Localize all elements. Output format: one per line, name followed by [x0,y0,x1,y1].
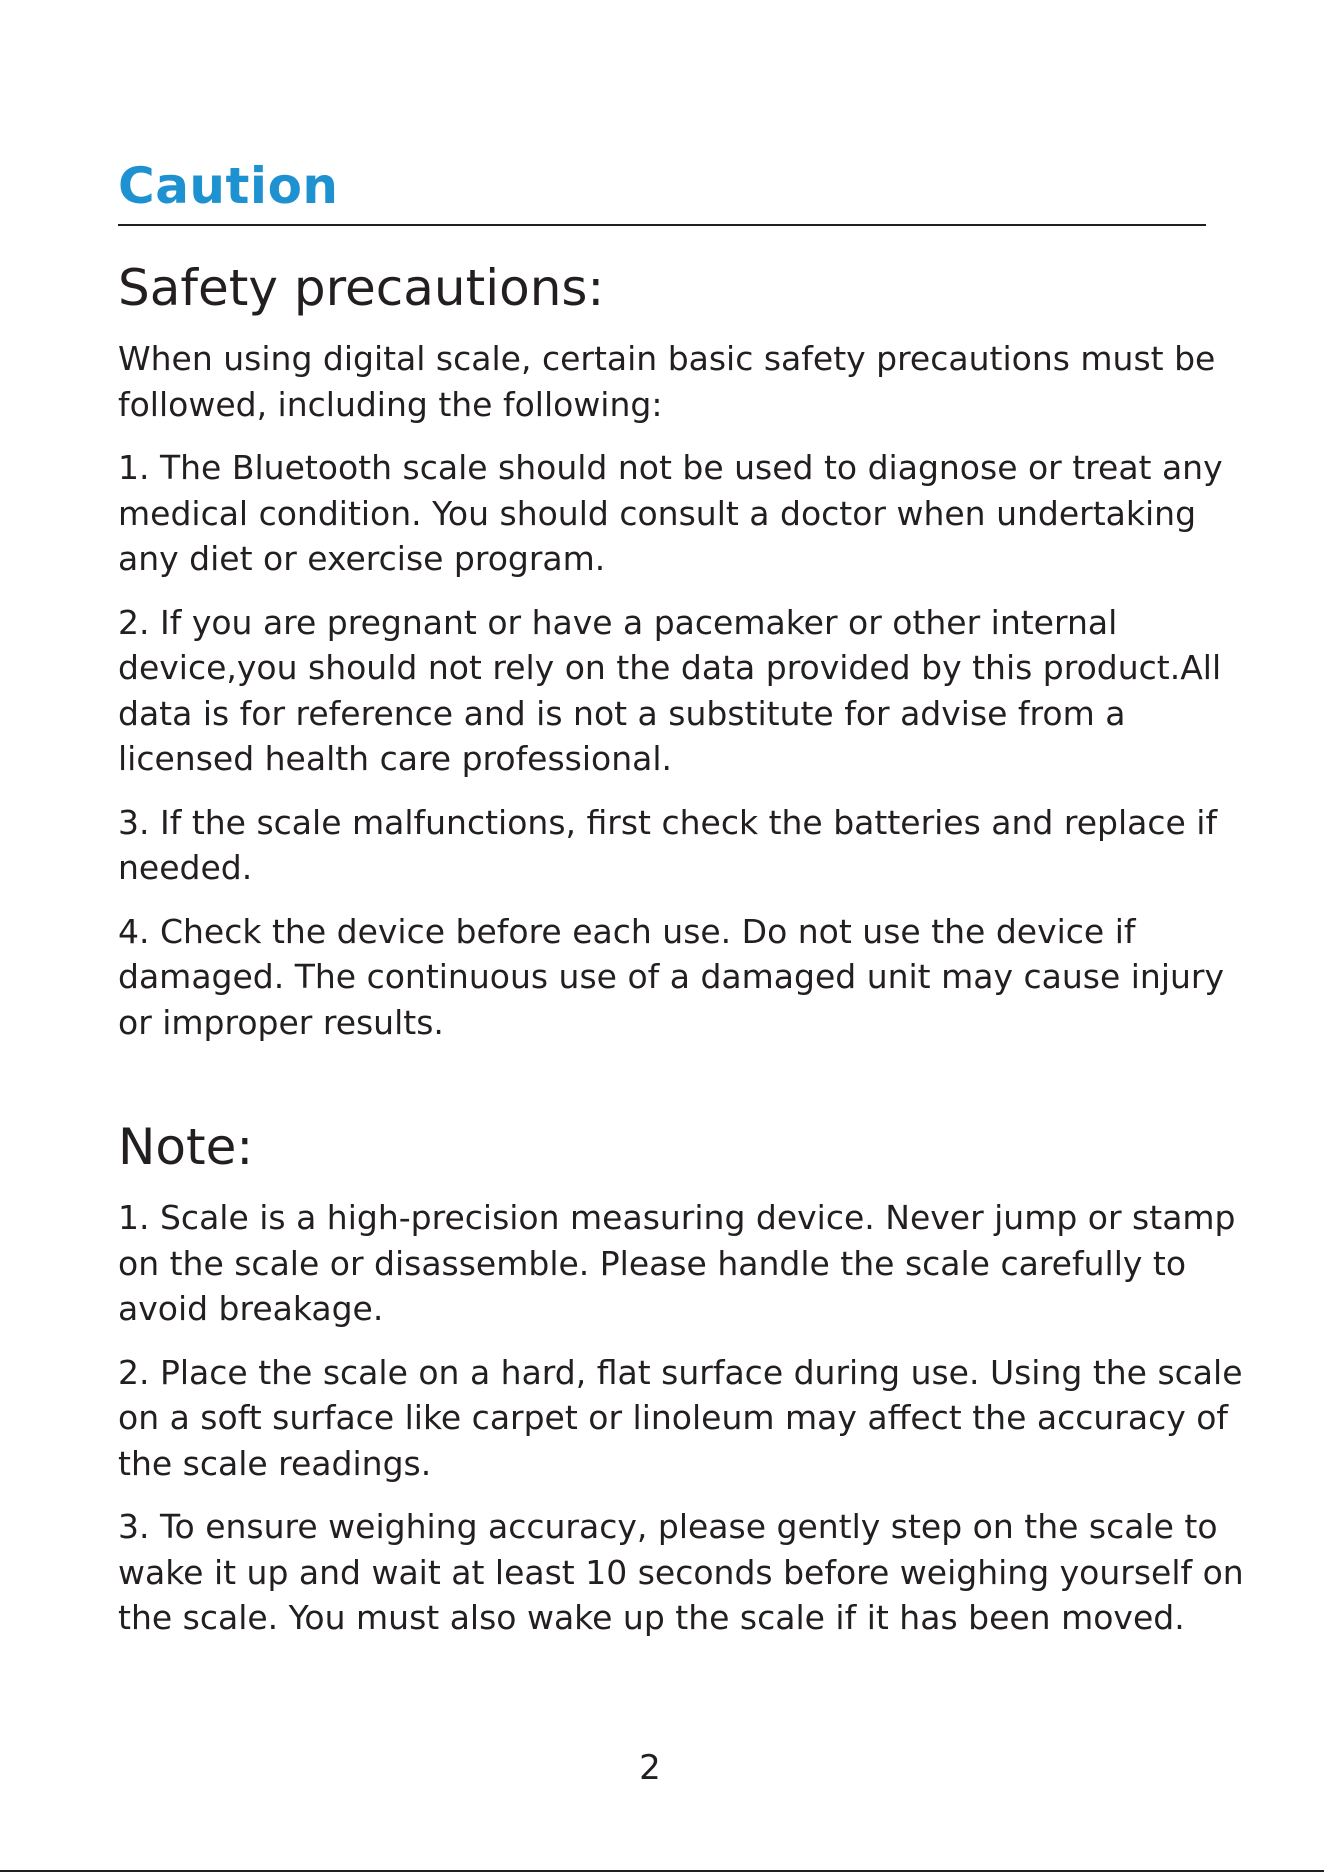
page-number: 2 [639,1748,661,1788]
safety-item-1: 1. The Bluetooth scale should not be used to diagnose or treat any medical condition. You should consult a doctor when undertaking any diet or exercise program. [118,448,1223,578]
note-item-2: 2. Place the scale on a hard, flat surface during use. Using the scale on a soft surface like carpet or linoleum may affect the accuracy of the scale readings. [118,1352,1243,1483]
safety-precautions-heading: Safety precautions: [118,259,605,317]
note-item-3: 3. To ensure weighing accuracy, please gently step on the scale to wake it up and wait at least 10 seconds before weighing yourself on the scale. You must also wake up the scale if it has been moved. [118,1507,1244,1637]
safety-intro-paragraph: When using digital scale, certain basic safety precautions must be followed, including the following: [118,339,1216,424]
caution-title: Caution [118,157,339,215]
safety-item-2: 2. If you are pregnant or have a pacemaker or other internal device,you should not rely on the data provided by this product.All data is for reference and is not a substitute for advise from a licensed health care professional. [118,602,1222,778]
title-divider [118,224,1206,226]
note-item-1: 1. Scale is a high-precision measuring device. Never jump or stamp on the scale or disassemble. Please handle the scale carefully to avoid breakage. [118,1198,1236,1328]
note-heading: Note: [118,1118,254,1176]
document-page [118,150,1248,1641]
safety-item-4: 4. Check the device before each use. Do not use the device if damaged. The continuous use of a damaged unit may cause injury or improper results. [118,911,1225,1042]
safety-item-3: 3. If the scale malfunctions, first check the batteries and replace if needed. [118,802,1218,887]
